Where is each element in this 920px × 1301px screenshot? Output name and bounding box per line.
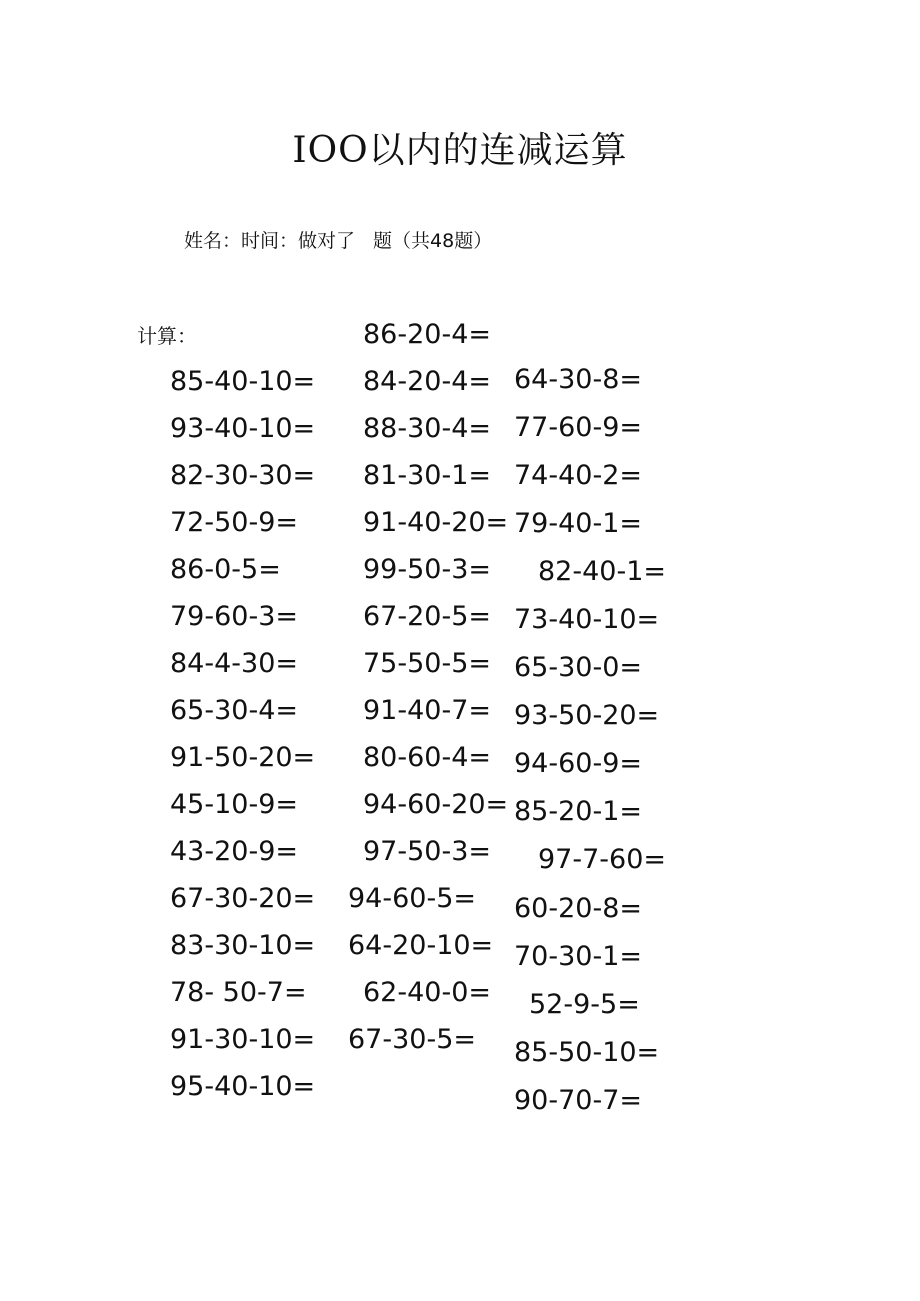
problem-item: 77-60-9= — [514, 412, 642, 443]
problem-item: 72-50-9= — [170, 507, 298, 538]
question-count-label: 题（共48题） — [373, 230, 493, 252]
problem-item: 64-30-8= — [514, 364, 642, 395]
student-info-line — [184, 226, 492, 253]
problem-item: 73-40-10= — [514, 604, 660, 635]
problem-item: 85-20-1= — [514, 796, 642, 827]
problem-item: 97-7-60= — [538, 844, 666, 875]
problem-item: 99-50-3= — [363, 554, 491, 585]
problem-item: 74-40-2= — [514, 460, 642, 491]
problem-item: 79-40-1= — [514, 508, 642, 539]
problem-item: 70-30-1= — [514, 941, 642, 972]
problem-item: 64-20-10= — [348, 930, 494, 961]
problem-item: 88-30-4= — [363, 413, 491, 444]
problem-item: 90-70-7= — [514, 1085, 642, 1116]
problem-item: 86-20-4= — [363, 319, 491, 350]
name-label: 姓名： — [184, 230, 242, 252]
problem-item: 67-20-5= — [363, 601, 491, 632]
problem-item: 80-60-4= — [363, 742, 491, 773]
problem-item: 85-40-10= — [170, 366, 316, 397]
problem-item: 93-50-20= — [514, 700, 660, 731]
problem-item: 65-30-4= — [170, 695, 298, 726]
problem-item: 62-40-0= — [363, 977, 491, 1008]
problem-item: 85-50-10= — [514, 1037, 660, 1068]
problem-item: 52-9-5= — [529, 989, 640, 1020]
problem-item: 91-40-20= — [363, 507, 509, 538]
correct-label: 做对了 — [298, 230, 356, 252]
calc-label: 计算： — [137, 324, 197, 348]
problem-item: 94-60-9= — [514, 748, 642, 779]
problem-item: 43-20-9= — [170, 836, 298, 867]
time-label: 时间： — [241, 230, 299, 252]
problem-item: 60-20-8= — [514, 893, 642, 924]
problem-item: 67-30-20= — [170, 883, 316, 914]
problem-item: 81-30-1= — [363, 460, 491, 491]
problem-item: 97-50-3= — [363, 836, 491, 867]
problem-item: 91-50-20= — [170, 742, 316, 773]
problem-item: 91-30-10= — [170, 1024, 316, 1055]
problem-item: 79-60-3= — [170, 601, 298, 632]
problem-item: 84-4-30= — [170, 648, 298, 679]
problem-item: 67-30-5= — [348, 1024, 476, 1055]
problem-item: 84-20-4= — [363, 366, 491, 397]
problem-item: 75-50-5= — [363, 648, 491, 679]
problem-item: 94-60-5= — [348, 883, 476, 914]
problem-item: 93-40-10= — [170, 413, 316, 444]
problem-item: 82-30-30= — [170, 460, 316, 491]
problem-item: 65-30-0= — [514, 652, 642, 683]
problem-item: 83-30-10= — [170, 930, 316, 961]
problem-item: 45-10-9= — [170, 789, 298, 820]
problem-item: 82-40-1= — [538, 556, 666, 587]
problem-item: 91-40-7= — [363, 695, 491, 726]
problem-item: 78- 50-7= — [170, 977, 307, 1008]
problem-item: 86-0-5= — [170, 554, 281, 585]
page-title: IOO以内的连减运算 — [292, 130, 628, 171]
problem-item: 94-60-20= — [363, 789, 509, 820]
problem-item: 95-40-10= — [170, 1071, 316, 1102]
